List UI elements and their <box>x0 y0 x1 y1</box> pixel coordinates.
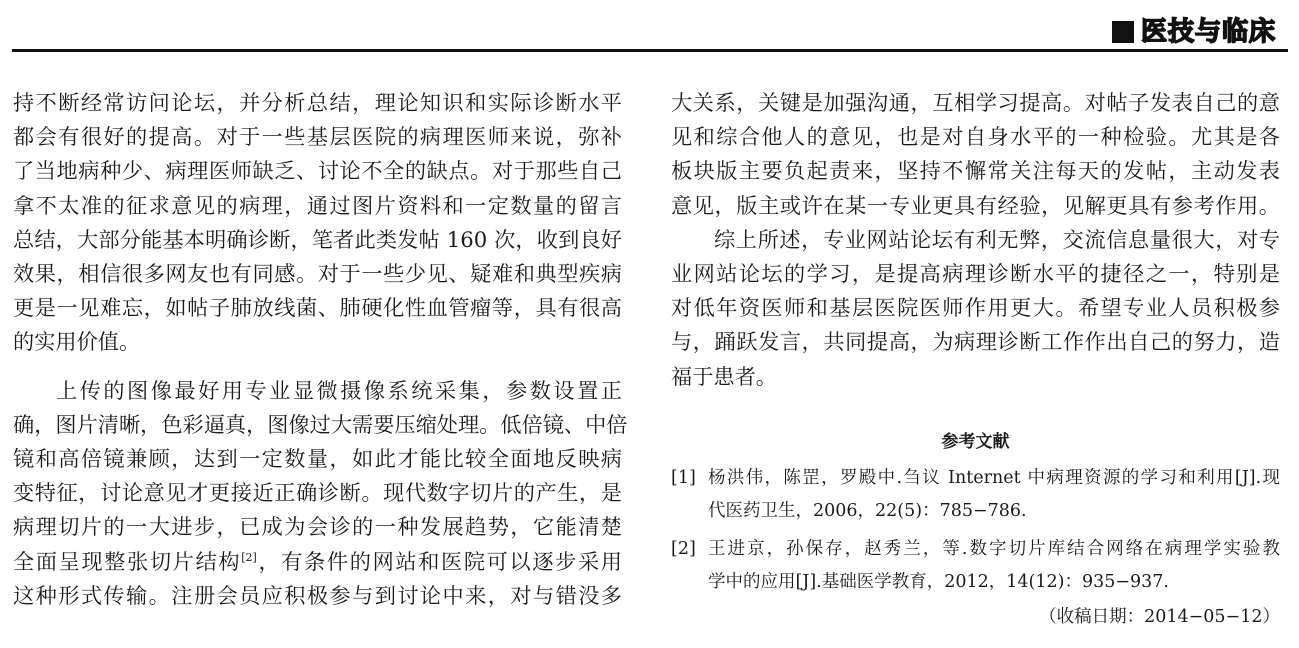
body-line: 大关系，关键是加强沟通，互相学习提高。对帖子发表自己的意 <box>671 90 1280 115</box>
reference-item <box>671 533 1280 599</box>
page-header <box>0 0 1299 54</box>
reference-text <box>708 462 1280 528</box>
body-line-with-citation <box>13 545 622 579</box>
body-line: 总结，大部分能基本明确诊断，笔者此类发帖 160 次，收到良好 <box>13 226 622 252</box>
body-line: 这种形式传输。注册会员应积极参与到讨论中来，对与错没多 <box>13 582 622 608</box>
body-line: 确，图片清晰，色彩逼真，图像过大需要压缩处理。低倍镜、中倍 <box>13 411 628 437</box>
body-line: 效果，相信很多网友也有同感。对于一些少见、疑难和典型疾病 <box>13 261 622 287</box>
reference-line: 代医药卫生，2006，22(5)：785−786. <box>708 501 1027 521</box>
body-line: 都会有很好的提高。对于一些基层医院的病理医师来说，弥补 <box>13 124 622 150</box>
body-line: 综上所述，专业网站论坛有利无弊，交流信息量很大，对专 <box>714 226 1280 252</box>
body-line: 了当地病种少、病理医师缺乏、讨论不全的缺点。对于那些自己 <box>13 158 622 184</box>
body-line: 的实用价值。 <box>13 329 141 355</box>
reference-number: [1] <box>671 468 696 488</box>
reference-line: 杨洪伟，陈罡，罗殿中.刍议 Internet 中病理资源的学习和利用[J].现 <box>708 468 1280 488</box>
body-line: 变特征，讨论意见才更接近正确诊断。现代数字切片的产生，是 <box>13 480 622 506</box>
body-text: ，有条件的网站和医院可以逐步采用 <box>256 548 622 574</box>
body-line: 见和综合他人的意见，也是对自身水平的一种检验。尤其是各 <box>671 124 1280 150</box>
body-text: 全面呈现整张切片结构 <box>13 548 242 574</box>
reference-item <box>671 462 1280 528</box>
reference-line: 王进京，孙保存，赵秀兰，等.数字切片库结合网络在病理学实验教 <box>708 539 1280 559</box>
reference-line: 学中的应用[J].基础医学教育，2012，14(12)：935−937. <box>708 572 1169 592</box>
body-line: 业网站论坛的学习，是提高病理诊断水平的捷径之一，特别是 <box>671 261 1280 287</box>
body-line: 上传的图像最好用专业显微摄像系统采集，参数设置正 <box>56 377 622 403</box>
citation-superscript: [2] <box>241 550 257 564</box>
header-rule <box>12 49 1288 52</box>
body-line: 意见，版主或许在某一专业更具有经验，见解更具有参考作用。 <box>671 192 1280 218</box>
body-line: 福于患者。 <box>671 363 777 389</box>
left-column <box>13 86 628 613</box>
body-line: 拿不太准的征求意见的病理，通过图片资料和一定数量的留言 <box>13 192 622 218</box>
references-heading: 参考文献 <box>941 432 1010 452</box>
body-line: 更是一见难忘，如帖子肺放线菌、肺硬化性血管瘤等，具有很高 <box>13 295 622 321</box>
body-line: 病理切片的一大进步，已成为会诊的一种发展趋势，它能清楚 <box>13 514 622 540</box>
body-line: 对低年资医师和基层医院医师作用更大。希望专业人员积极参 <box>671 295 1280 321</box>
reference-text <box>708 533 1280 599</box>
received-date: （收稿日期：2014−05−12） <box>1039 607 1280 627</box>
section-marker-block <box>1112 21 1134 43</box>
body-line: 持不断经常访问论坛，并分析总结，理论知识和实际诊断水平 <box>13 90 622 115</box>
right-column <box>671 86 1280 394</box>
body-line: 板块版主要负起责来，坚持不懈常关注每天的发帖，主动发表 <box>671 158 1280 184</box>
section-title: 医技与临床 <box>1141 17 1277 47</box>
body-line: 与，踊跃发言，共同提高，为病理诊断工作作出自己的努力，造 <box>671 329 1280 355</box>
body-line: 镜和高倍镜兼顾，达到一定数量，如此才能比较全面地反映病 <box>13 446 622 472</box>
reference-number: [2] <box>671 539 696 559</box>
